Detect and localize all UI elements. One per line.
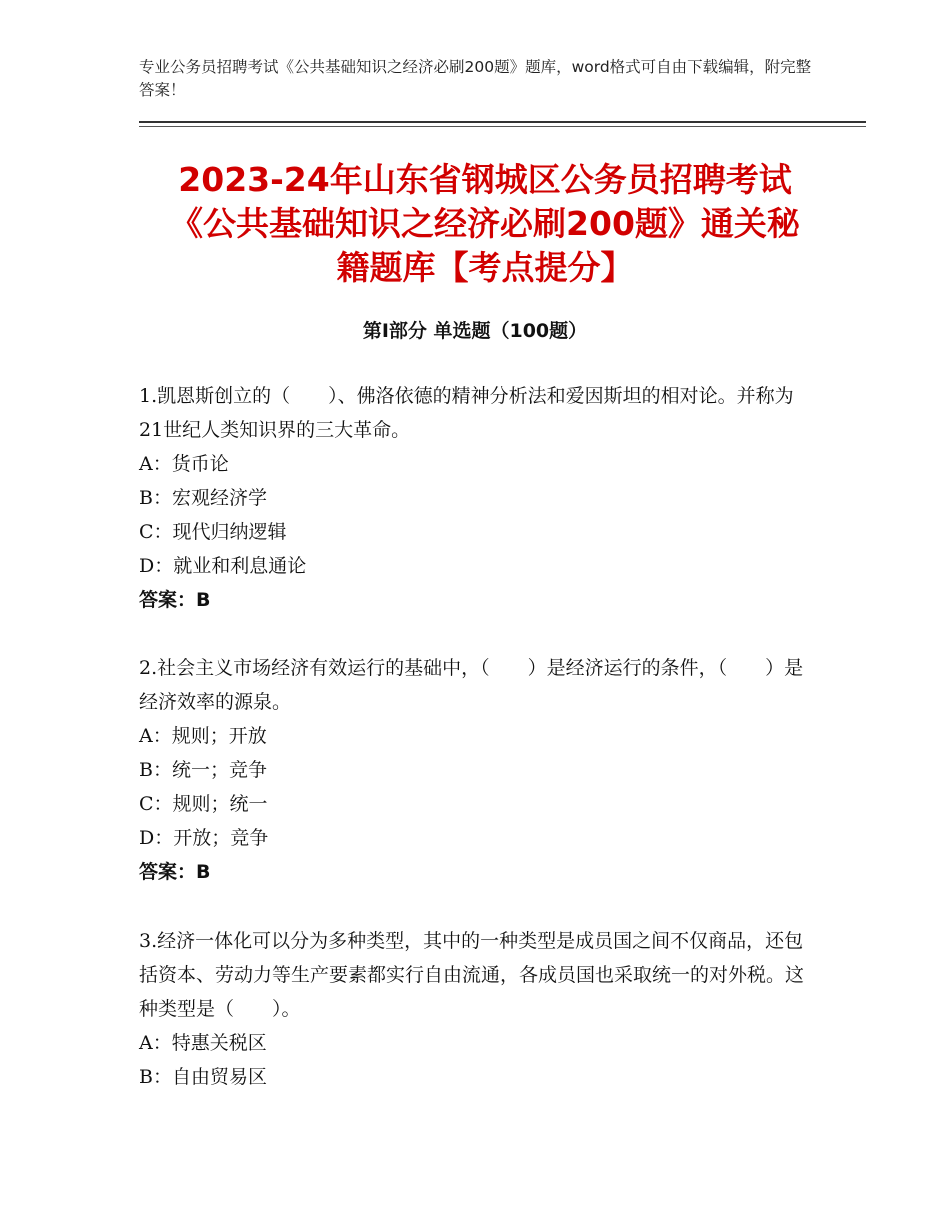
option-b: B：自由贸易区 [139,1066,267,1088]
option-b: B：宏观经济学 [139,487,267,509]
question-stem: 1.凯恩斯创立的（ ）、佛洛依德的精神分析法和爱因斯坦的相对论。并称为21世纪人类知识界的三大革命。 [139,385,794,441]
option-d: D：开放；竞争 [139,827,269,849]
option-a: A：规则；开放 [139,725,267,747]
document-title [120,158,850,290]
header-note: 专业公务员招聘考试《公共基础知识之经济必刷200题》题库，word格式可自由下载编辑，附完整答案！ [139,58,812,99]
title-line-3: 籍题库【考点提分】 [336,248,634,287]
section-heading: 第Ⅰ部分 单选题（100题） [362,320,588,342]
question-3 [139,924,804,1094]
header-rule-thin [139,126,866,127]
option-b: B：统一；竞争 [139,759,267,781]
title-line-1: 2023-24年山东省钢城区公务员招聘考试 [178,160,792,199]
option-a: A：特惠关税区 [139,1032,267,1054]
option-c: C：现代归纳逻辑 [139,521,287,543]
title-line-2: 《公共基础知识之经济必刷200题》通关秘 [170,204,800,243]
header-rule-thick [139,121,866,123]
question-stem: 2.社会主义市场经济有效运行的基础中，（ ）是经济运行的条件，（ ）是经济效率的源泉。 [139,657,804,713]
question-stem: 3.经济一体化可以分为多种类型，其中的一种类型是成员国之间不仅商品，还包括资本、劳动力等生产要素都实行自由流通，各成员国也采取统一的对外税。这种类型是（ ）。 [139,930,805,1020]
question-1 [139,379,804,617]
option-c: C：规则；统一 [139,793,268,815]
answer: 答案：B [139,589,211,611]
answer: 答案：B [139,861,211,883]
option-d: D：就业和利息通论 [139,555,307,577]
option-a: A：货币论 [139,453,229,475]
question-2 [139,651,804,889]
